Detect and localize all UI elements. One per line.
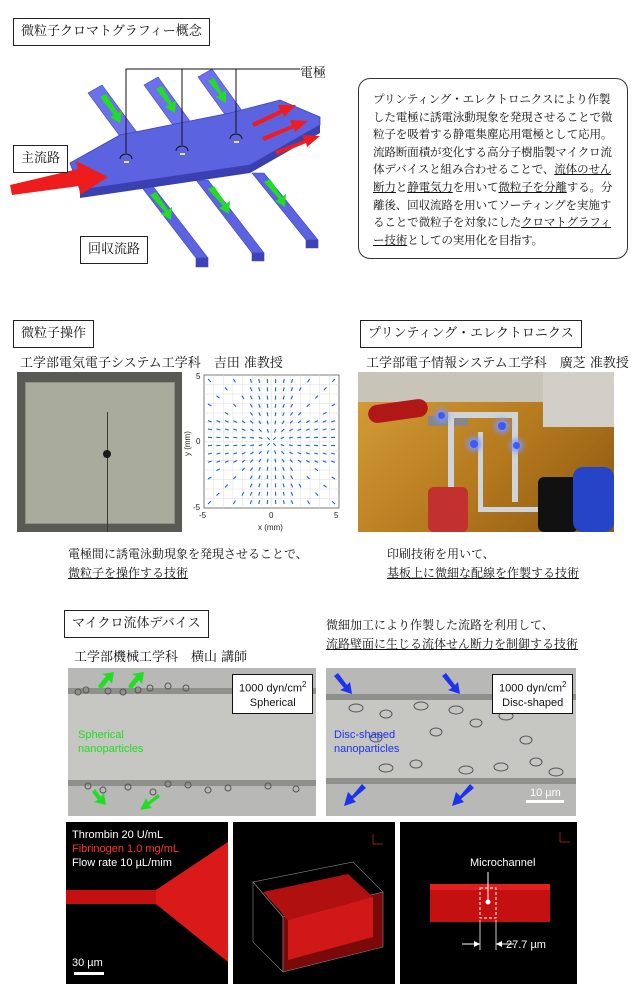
field-vector — [297, 445, 301, 446]
recovery-channels — [140, 173, 318, 267]
printing-electronics-caption — [387, 545, 579, 583]
caption-line-2: 基板上に微細な配線を作製する技術 — [387, 566, 580, 580]
main-channel-label: 主流路 — [13, 145, 68, 173]
shear-value: 1000 dyn/cm — [499, 682, 562, 695]
x-axis-label: x (mm) — [258, 523, 283, 532]
caption-line-2: 微粒子を操作する技術 — [68, 566, 189, 580]
x-tick-right: 5 — [334, 511, 339, 520]
field-vector — [275, 467, 276, 471]
disc-scale-label: 10 µm — [530, 787, 561, 799]
caption-line-1: 電極間に誘電泳動現象を発現させることで、 — [68, 547, 308, 561]
microfluidic-title: マイクロ流体デバイス — [64, 610, 209, 638]
field-vector — [297, 437, 301, 438]
caption-line-1: 印刷技術を用いて、 — [387, 547, 495, 561]
field-vector — [208, 453, 212, 454]
green-arrow — [98, 672, 114, 690]
description-text: する。分離後、回収流路を用いてソーティングを実施することで微粒子を対象にした — [373, 179, 613, 230]
field-vector — [289, 437, 293, 438]
fibrinogen-label: Fibrinogen 1.0 mg/mL — [72, 843, 179, 855]
description-underlined-text: 静電気力 — [407, 179, 453, 194]
particle-shape: Disc-shaped — [502, 696, 564, 709]
electrode-photo — [17, 372, 182, 532]
blue-arrow — [452, 784, 474, 806]
x-tick-left: -5 — [199, 511, 207, 520]
field-vector — [267, 421, 268, 425]
particle-manipulation-title: 微粒子操作 — [13, 320, 94, 348]
flow-rate-label: Flow rate 10 µL/mim — [72, 857, 172, 869]
particle-manipulation-caption — [68, 545, 308, 583]
electrode-label: 電極 — [300, 66, 327, 81]
field-vector — [267, 467, 268, 471]
field-vector — [259, 379, 260, 383]
y-tick-top: 5 — [196, 372, 201, 381]
field-vector — [250, 445, 254, 446]
thrombin-fluorescence-panel — [66, 822, 228, 984]
y-tick-bottom: -5 — [193, 503, 201, 512]
description-text: を用いて — [452, 179, 499, 194]
microchannel-label: Microchannel — [470, 857, 536, 869]
field-vector — [242, 437, 246, 438]
x-tick-mid: 0 — [269, 511, 274, 520]
particle-shape: Spherical — [249, 696, 296, 709]
disc-particles-label: Disc-shaped nanoparticles — [334, 729, 400, 755]
description-text: としての実用化を目指す。 — [407, 232, 543, 247]
green-arrow — [92, 789, 106, 805]
field-vector — [283, 500, 284, 504]
concept-title: 微粒子クロマトグラフィー概念 — [13, 18, 210, 46]
field-vector — [289, 445, 293, 446]
field-vector — [259, 500, 260, 504]
field-vector — [275, 459, 276, 463]
field-vector — [331, 429, 335, 430]
field-vector — [275, 421, 276, 425]
field-vector — [250, 437, 254, 438]
field-vector — [208, 429, 212, 430]
shear-unit-exponent: 2 — [561, 680, 567, 689]
blue-arrow — [344, 784, 366, 806]
description-text: と — [395, 179, 408, 194]
y-tick-mid: 0 — [196, 437, 201, 446]
caption-line-2: 流路壁面に生じる流体せん断力を制御する技術 — [326, 637, 579, 651]
recovery-channel-label: 回収流路 — [80, 236, 148, 264]
field-vector — [267, 459, 268, 463]
thrombin-label: Thrombin 20 U/mL — [72, 829, 164, 841]
scale-bar — [74, 972, 104, 975]
printing-electronics-lab: 工学部電子情報システム工学科 廣芝 准教授 — [366, 356, 629, 371]
3d-reconstruction-panel — [233, 822, 395, 984]
field-vector — [331, 453, 335, 454]
shear-unit-exponent: 2 — [301, 680, 307, 689]
microfluidic-lab: 工学部機械工学科 横山 講師 — [74, 650, 248, 665]
y-axis-label: y (mm) — [183, 431, 192, 456]
description-underlined-text: 流体のせん断力 — [373, 162, 612, 194]
particle-manipulation-lab: 工学部電気電子システム工学科 吉田 准教授 — [20, 356, 283, 371]
field-vector — [275, 412, 276, 416]
spherical-particles-label: Spherical nanoparticles — [78, 729, 144, 755]
shear-value: 1000 dyn/cm — [239, 682, 302, 695]
fluorescence-scale-label: 30 µm — [72, 957, 103, 969]
blue-arrow — [334, 673, 352, 694]
disc-shear-label — [492, 674, 573, 714]
green-arrow — [140, 794, 160, 810]
channel-width-label: 27.7 µm — [506, 939, 546, 951]
spherical-micrograph — [68, 668, 316, 816]
microchannel-cross-section-panel — [400, 822, 577, 984]
description-underlined-text: 微粒子を分離 — [498, 179, 567, 194]
scale-bar — [526, 800, 564, 803]
field-vector — [283, 379, 284, 383]
concept-description — [358, 78, 628, 259]
vector-field-plot — [182, 370, 347, 540]
caption-line-1: 微細加工により作製した流路を利用して、 — [326, 618, 554, 632]
field-vector — [242, 445, 246, 446]
description-underlined-text: クロマトグラフィー技術 — [373, 215, 612, 247]
printing-electronics-title: プリンティング・エレクトロニクス — [360, 320, 582, 348]
description-text: プリンティング・エレクトロニクスにより作製した電極に誘電泳動現象を発現させることで微粒子を吸着する静電集塵応用電極として応用。流路断面積が変化する高分子樹脂製マイクロ流体デバイスと組み合わせることで、 — [373, 92, 613, 177]
microfluidic-caption — [326, 616, 578, 654]
spherical-shear-label — [232, 674, 313, 714]
printed-circuit-photo — [358, 372, 614, 532]
field-vector — [267, 412, 268, 416]
disc-micrograph — [326, 668, 576, 816]
blue-arrow — [442, 673, 460, 694]
